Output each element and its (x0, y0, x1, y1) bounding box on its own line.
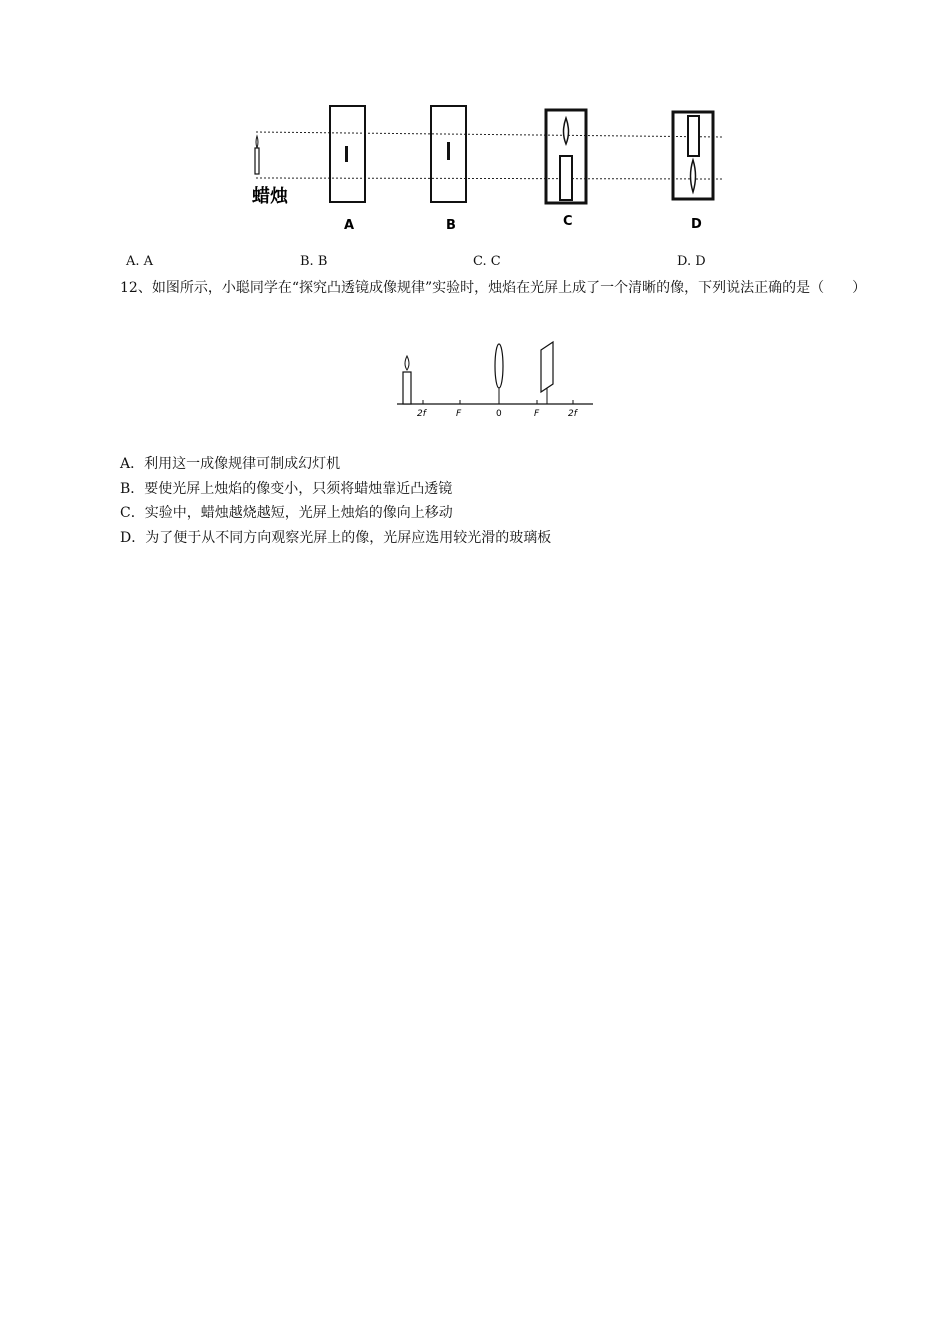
optical-bench-figure (393, 340, 595, 422)
candle-icon (403, 356, 411, 404)
q12-options (120, 452, 880, 550)
candle-icon (255, 136, 259, 174)
q12-option-c: C．实验中，蜡烛越烧越短，光屏上烛焰的像向上移动 (120, 505, 453, 521)
axis-label-2f-left: 2f (417, 409, 426, 419)
q12-stem-text: 12、如图所示，小聪同学在“探究凸透镜成像规律”实验时，烛焰在光屏上成了一个清晰的像，下列说法正确的是（ ） (120, 280, 867, 296)
axis-label-2f-right: 2f (568, 409, 577, 419)
q12-option-a: A．利用这一成像规律可制成幻灯机 (120, 456, 341, 472)
q12-stem (92, 276, 872, 300)
q11-option-b: B. B (300, 254, 328, 269)
light-screen-icon (541, 342, 553, 404)
panel-label-d: D (691, 217, 702, 232)
q11-option-c: C. C (473, 254, 501, 269)
panel-label-a: A (344, 218, 355, 233)
q11-option-d: D. D (677, 254, 706, 269)
axis-label-origin: 0 (496, 409, 502, 419)
q12-option-b: B．要使光屏上烛焰的像变小，只须将蜡烛靠近凸透镜 (120, 480, 453, 497)
panel-label-b: B (446, 218, 456, 233)
q11-options (0, 254, 950, 274)
axis-label-f-left: F (456, 409, 462, 419)
candle-image-options-figure (248, 100, 728, 240)
convex-lens-icon (495, 344, 503, 404)
axis-label-f-right: F (534, 409, 540, 419)
q11-option-a: A. A (126, 254, 154, 269)
q12-option-d: D．为了便于从不同方向观察光屏上的像，光屏应选用较光滑的玻璃板 (120, 529, 552, 546)
panel-label-c: C (563, 214, 573, 229)
candle-label: 蜡烛 (252, 186, 288, 207)
